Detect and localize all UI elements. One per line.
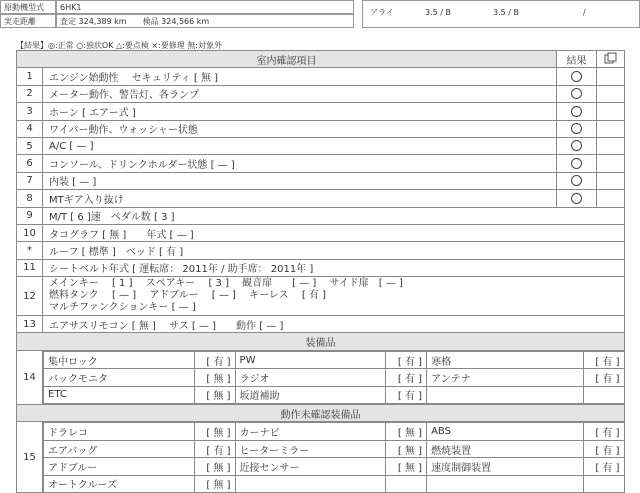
table-row: 12 メインキー [ 1 ] スペアキー [ 3 ] 観音扉 [ — ] サイド扉 [ — ] 燃料タンク [ — ] アドブルー [ — ] キーレス [ 有 ] マルチファンクションキー [ — ]	[17, 277, 625, 316]
table-row: 9 M/T [ 6 ]速 ペダル数 [ 3 ]	[17, 207, 625, 224]
ok-circle-icon	[571, 71, 582, 82]
ok-circle-icon	[571, 193, 582, 204]
equipment-row: バックモニタ [ 無 ] ラジオ [ 有 ] アンテナ [ 有 ]	[44, 369, 625, 386]
alignment-label: アライ	[370, 8, 394, 17]
inspection-table	[16, 50, 625, 493]
table-row: 8 MTギア入り抜け	[17, 190, 625, 207]
header-strip	[0, 0, 640, 30]
ok-circle-icon	[571, 88, 582, 99]
alignment-value-3: /	[583, 8, 586, 17]
section-title-equipment: 装備品	[17, 333, 625, 350]
ok-circle-icon	[571, 140, 582, 151]
unconfirmed-table	[43, 422, 625, 493]
table-row: 11 シートベルト年式 [ 運転席： 2011年 / 助手席： 2011年 ]	[17, 259, 625, 276]
distance-label: 実走距離	[0, 14, 56, 28]
section-title-interior: 室内確認項目	[17, 51, 557, 68]
unconfirmed-row: オートクルーズ [ 無 ]	[44, 475, 625, 492]
ok-circle-icon	[571, 106, 582, 117]
unconfirmed-row: エアバッグ [ 有 ] ヒーターミラー [ 無 ] 燃焼装置 [ 有 ]	[44, 440, 625, 457]
equipment-table	[43, 351, 625, 404]
unconfirmed-row: アドブルー [ 無 ] 近接センサー [ 無 ] 速度制御装置 [ 有 ]	[44, 458, 625, 475]
result-header: 結果	[557, 51, 597, 68]
keys-line-3: マルチファンクションキー [ — ]	[49, 302, 196, 314]
table-row: 7 内装 [ — ]	[17, 172, 625, 189]
table-row: 10 タコグラフ [ 無 ] 年式 [ — ]	[17, 224, 625, 241]
alignment-value-1: 3.5 / B	[425, 8, 451, 17]
section-title-unconfirmed: 動作未確認装備品	[17, 405, 625, 422]
engine-type-label: 原動機型式	[0, 0, 56, 14]
copy-icon[interactable]	[597, 51, 625, 68]
equipment-num: 14	[17, 350, 43, 404]
table-row: 6 コンソール、ドリンクホルダー状態 [ — ]	[17, 155, 625, 172]
ok-circle-icon	[571, 123, 582, 134]
alignment-cell	[362, 0, 640, 28]
table-row: 2 メーター動作、警告灯、各ランプ	[17, 85, 625, 102]
distance-value: 査定 324,389 km 検品 324,566 km	[56, 14, 354, 28]
keys-line-2: 燃料タンク [ — ] アドブルー [ — ] キーレス [ 有 ]	[49, 290, 326, 302]
equipment-row: ETC [ 無 ] 坂道補助 [ 有 ]	[44, 386, 625, 403]
keys-line-1: メインキー [ 1 ] スペアキー [ 3 ] 観音扉 [ — ] サイド扉 [ — ]	[49, 278, 403, 290]
engine-type-value: 6HK1	[56, 0, 354, 14]
table-row: 5 A/C [ — ]	[17, 137, 625, 154]
unconfirmed-num: 15	[17, 422, 43, 493]
ok-circle-icon	[571, 158, 582, 169]
result-legend: 【結果】◎:正常 ○:独状OK △:要点検 ×:要修理 無:対象外	[16, 41, 223, 50]
alignment-value-2: 3.5 / B	[493, 8, 519, 17]
table-row: 4 ワイパー動作、ウォッシャー状態	[17, 120, 625, 137]
ok-circle-icon	[571, 175, 582, 186]
unconfirmed-row: ドラレコ [ 無 ] カーナビ [ 無 ] ABS [ 有 ]	[44, 423, 625, 440]
table-row: 13 エアサスリモコン [ 無 ] サス [ — ] 動作 [ — ]	[17, 316, 625, 333]
table-row: 1 エンジン始動性 セキュリティ [ 無 ]	[17, 68, 625, 85]
table-row: 3 ホーン [ エアー式 ]	[17, 103, 625, 120]
table-row: * ルーフ [ 標準 ] ベッド [ 有 ]	[17, 242, 625, 259]
equipment-row: 集中ロック [ 有 ] PW [ 有 ] 寒格 [ 有 ]	[44, 351, 625, 368]
